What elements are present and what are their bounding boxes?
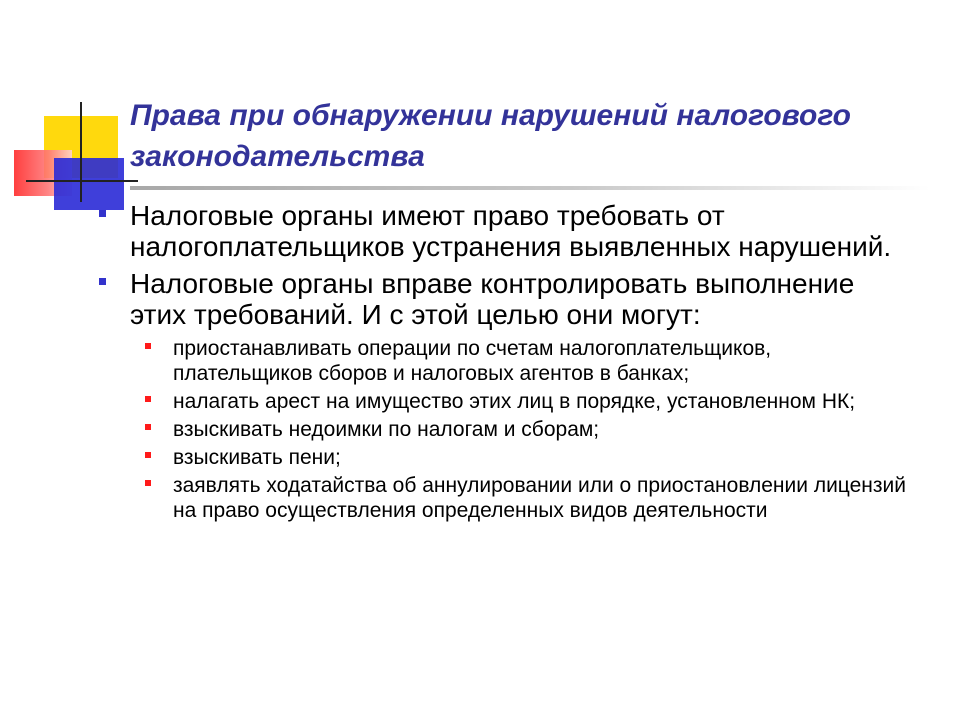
vertical-crosshair-line xyxy=(80,102,82,202)
sub-bullet-text: взыскивать недоимки по налогам и сборам; xyxy=(173,418,600,441)
square-bullet-icon xyxy=(145,480,151,486)
sub-bullet-text: налагать арест на имущество этих лиц в порядке, установленном НК; xyxy=(173,390,856,413)
square-bullet-icon xyxy=(145,396,151,402)
slide-body xyxy=(96,200,916,526)
sub-bullet-text: приостанавливать операции по счетам налогоплательщиков, плательщиков сборов и налоговых агентов в банках; xyxy=(173,337,772,385)
horizontal-crosshair-line xyxy=(26,180,138,182)
sub-bullet-item xyxy=(96,417,916,442)
square-bullet-icon xyxy=(145,343,151,349)
square-bullet-icon xyxy=(145,424,151,430)
square-bullet-icon xyxy=(99,278,106,285)
bullet-text: Налоговые органы вправе контролировать выполнение этих требований. И с этой целью они могут: xyxy=(130,268,855,330)
square-bullet-icon xyxy=(145,452,151,458)
title-divider xyxy=(130,186,930,190)
sub-bullet-item xyxy=(96,445,916,470)
sub-bullet-item xyxy=(96,336,916,386)
square-bullet-icon xyxy=(99,210,106,217)
bullet-text: Налоговые органы имеют право требовать от налогоплательщиков устранения выявленных нарушений. xyxy=(130,200,892,262)
sub-bullet-item xyxy=(96,473,916,523)
bullet-item xyxy=(96,268,916,330)
bullet-item xyxy=(96,200,916,262)
slide-title: Права при обнаружении нарушений налогового законодательства xyxy=(130,99,851,173)
sub-bullet-item xyxy=(96,389,916,414)
sub-bullet-text: взыскивать пени; xyxy=(173,446,341,469)
sub-bullet-text: заявлять ходатайства об аннулировании или о приостановлении лицензий на право осуществления определенных видов деятельности xyxy=(173,474,906,522)
